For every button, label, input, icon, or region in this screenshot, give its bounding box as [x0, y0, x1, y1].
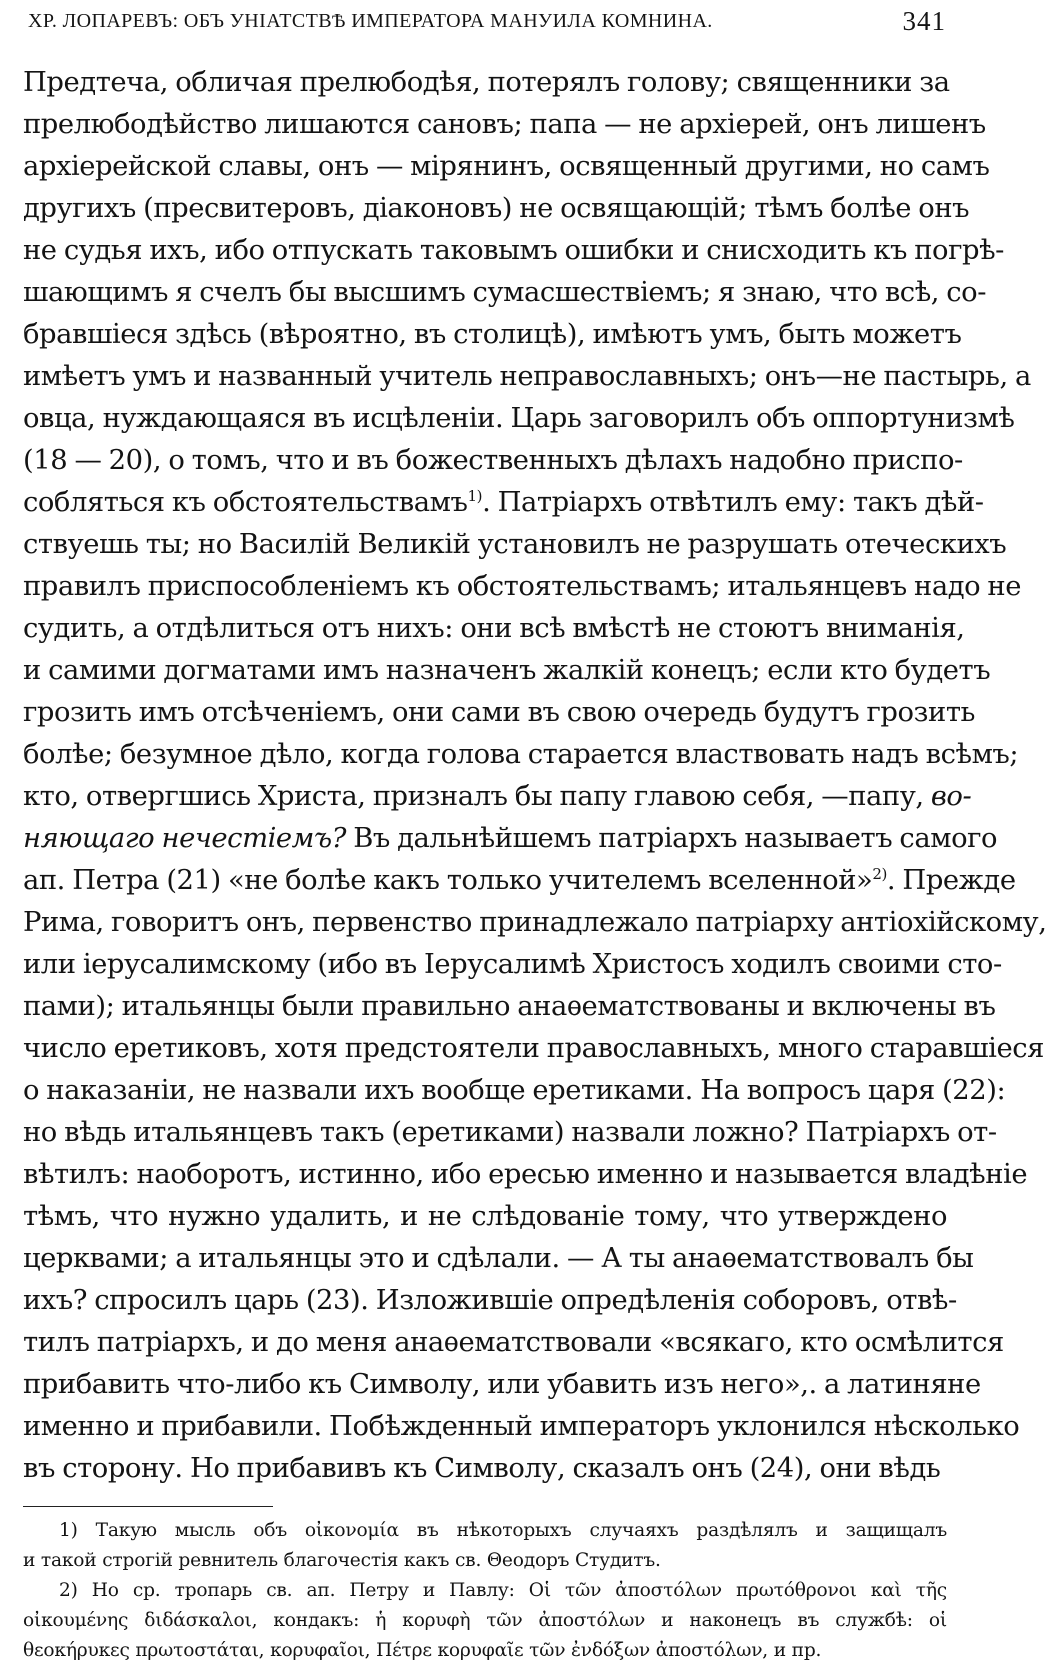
italic-fragment: во-: [930, 781, 972, 812]
text-line: [23, 860, 1016, 902]
text-line: ствуешь ты; но Василій Великій установилъ не разрушать отеческихъ: [23, 529, 1007, 560]
text-line: ихъ? спросилъ царь (23). Изложившіе опредѣленія соборовъ, отвѣ-: [23, 1285, 957, 1316]
footnote-2-line: οἰκουμένης διδάσκαλοι, кондакъ: ἡ κορυφὴ τῶν ἀποστόλων и наконецъ въ службѣ: οἱ: [23, 1610, 947, 1631]
text-line: тилъ патріархъ, и до меня анаѳематствовали «всякаго, кто осмѣлится: [23, 1327, 1004, 1358]
text-line: въ сторону. Но прибавивъ къ Символу, сказалъ онъ (24), они вѣдь: [23, 1453, 941, 1484]
main-text: [23, 62, 1046, 1490]
text-line: тѣмъ, что нужно удалить, и не слѣдованіе тому, что утверждено: [23, 1201, 947, 1232]
text-fragment: ап. Петра (21) «не болѣе какъ только учителемъ вселенной»: [23, 865, 873, 896]
footnote-1-line: и такой строгій ревнитель благочестія какъ св. Θеодоръ Студитъ.: [23, 1550, 661, 1571]
text-line: именно и прибавили. Побѣжденный императоръ уклонился нѣсколько: [23, 1411, 1020, 1442]
text-line: грозить имъ отсѣченіемъ, они сами въ свою очередь будутъ грозить: [23, 697, 975, 728]
text-line: церквами; а итальянцы это и сдѣлали. — А ты анаѳематствовалъ бы: [23, 1243, 974, 1274]
footnote-ref-1: 1): [467, 486, 483, 505]
text-fragment: кто, отвергшись Христа, призналъ бы папу главою себя, —папу,: [23, 781, 924, 812]
footnote-divider: [23, 1506, 273, 1507]
text-line: [23, 818, 998, 860]
page-number: 341: [902, 5, 946, 36]
text-line: прелюбодѣйство лишаются сановъ; папа — не архіерей, онъ лишенъ: [23, 109, 986, 140]
text-line: бравшіеся здѣсь (вѣроятно, въ столицѣ), имѣютъ умъ, быть можетъ: [23, 319, 962, 350]
text-line: правилъ приспособленіемъ къ обстоятельствамъ; итальянцевъ надо не: [23, 571, 1021, 602]
text-line: и самими догматами имъ назначенъ жалкій конецъ; если кто будетъ: [23, 655, 991, 686]
text-line: вѣтилъ: наоборотъ, истинно, ибо ересью именно и называется владѣніе: [23, 1159, 1028, 1190]
text-line: но вѣдь итальянцевъ такъ (еретиками) назвали ложно? Патріархъ от-: [23, 1117, 997, 1148]
text-line: о наказаніи, не назвали ихъ вообще еретиками. На вопросъ царя (22):: [23, 1075, 1006, 1106]
text-line: шающимъ я счелъ бы высшимъ сумасшествіемъ; я знаю, что всѣ, со-: [23, 277, 987, 308]
footnote-2-line: θεοκήρυκες πρωτοστάται, κορυφαῖοι, Πέτρε κορυφαῖε τῶν ἐνδόξων ἀποστόλων, и пр.: [23, 1640, 822, 1661]
text-line: имѣетъ умъ и названный учитель неправославныхъ; онъ—не пастырь, а: [23, 361, 1031, 392]
italic-fragment: няющаго нечестіемъ?: [23, 823, 346, 854]
text-line: овца, нуждающаяся въ исцѣленіи. Царь заговорилъ объ оппортунизмѣ: [23, 403, 1015, 434]
footnote-1-line: 1) Такую мысль объ οἰκονομία въ нѣкоторыхъ случаяхъ раздѣлялъ и защищалъ: [59, 1520, 947, 1541]
text-line: пами); итальянцы были правильно анаѳематствованы и включены въ: [23, 991, 996, 1022]
text-line: [23, 482, 984, 524]
text-fragment: . Патріархъ отвѣтилъ ему: такъ дѣй-: [482, 487, 984, 518]
text-fragment: Въ дальнѣйшемъ патріархъ называетъ самого: [345, 823, 998, 854]
text-line: Предтеча, обличая прелюбодѣя, потерялъ голову; священники за: [23, 67, 950, 98]
text-fragment: . Прежде: [886, 865, 1016, 896]
text-line: другихъ (пресвитеровъ, діаконовъ) не освящающій; тѣмъ болѣе онъ: [23, 193, 970, 224]
running-header: [28, 4, 946, 38]
text-line: судить, а отдѣлиться отъ нихъ: они всѣ вмѣстѣ не стоютъ вниманія,: [23, 613, 965, 644]
text-line: прибавить что-либо къ Символу, или убавить изъ него»,. а латиняне: [23, 1369, 981, 1400]
text-line: или іерусалимскому (ибо въ Іерусалимѣ Христосъ ходилъ своими сто-: [23, 949, 1002, 980]
text-line: архіерейской славы, онъ — мірянинъ, освященный другими, но самъ: [23, 151, 990, 182]
running-title: ХР. ЛОПАРЕВЪ: ОБЪ УНІАТСТВѢ ИМПЕРАТОРА МАНУИЛА КОМНИНА.: [28, 9, 713, 32]
text-fragment: собляться къ обстоятельствамъ: [23, 487, 468, 518]
text-line: болѣе; безумное дѣло, когда голова старается властвовать надъ всѣмъ;: [23, 739, 1019, 770]
footnote-2-line: 2) Но ср. тропарь св. ап. Петру и Павлу: Οἱ τῶν ἀποστόλων πρωτόθρονοι καὶ τῆς: [59, 1580, 947, 1601]
text-line: [23, 776, 972, 818]
text-line: Рима, говоритъ онъ, первенство принадлежало патріарху антіохійскому,: [23, 907, 1046, 938]
footnote-ref-2: 2): [872, 864, 887, 883]
text-line: число еретиковъ, хотя предстоятели православныхъ, много старавшіеся: [23, 1033, 1044, 1064]
text-line: не судья ихъ, ибо отпускать таковымъ ошибки и снисходить къ погрѣ-: [23, 235, 1004, 266]
text-line: (18 — 20), о томъ, что и въ божественныхъ дѣлахъ надобно приспо-: [23, 445, 963, 476]
footnotes: [23, 1516, 947, 1666]
